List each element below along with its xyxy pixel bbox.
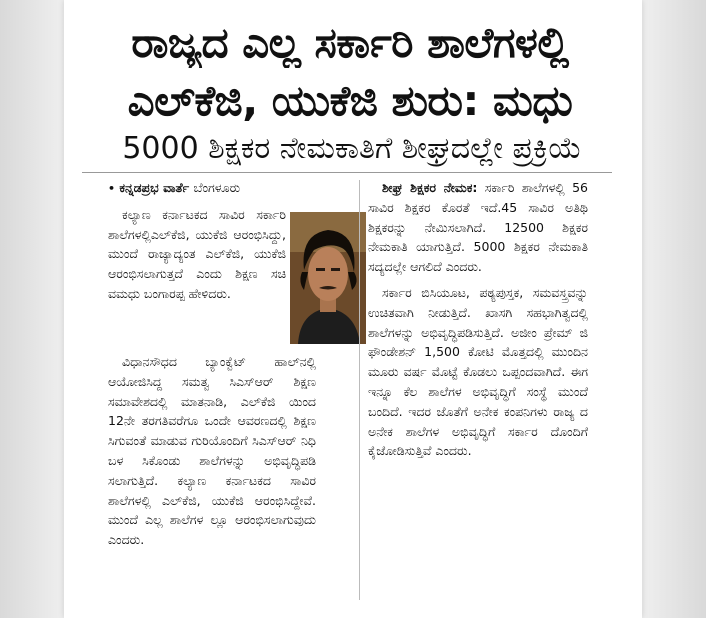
article-paragraph-2: ವಿಧಾನಸೌಧದ ಬ್ಯಾಂಕ್ವೆಟ್ ಹಾಲ್‌ನಲ್ಲಿ ಆಯೋಜಿಸಿದ್ದ ಸಮತ್ವ ಸಿಎಸ್‌ಆರ್ ಶಿಕ್ಷಣ ಸಮಾವೇಶದಲ್ಲಿ ಮಾತನಾಡಿ, ಎಲ್‌ಕೆಜಿ ಯಿಂದ 12ನೇ ತರಗತಿವರೆಗೂ ಒಂದೇ ಆವರಣದಲ್ಲಿ ಶಿಕ್ಷಣ ಸಿಗುವಂತೆ ಮಾಡುವ ಗುರಿಯೊಂದಿಗೆ ಸಿಎಸ್‌ಆರ್ ನಿಧಿ ಬಳ ಸಿಕೊಂಡು ಶಾಲೆಗಳನ್ನು ಅಭಿವೃದ್ಧಿಪಡಿ ಸಲಾಗುತ್ತಿದೆ. ಕಲ್ಯಾಣ ಕರ್ನಾಟಕದ ಸಾವಿರ ಶಾಲೆಗಳಲ್ಲಿ ಎಲ್‌ಕೆಜಿ, ಯುಕೆಜಿ ಆರಂಭಿಸಿದ್ದೇವೆ. ಮುಂದೆ ಎಲ್ಲ ಶಾಲೆಗಳ ಲ್ಲೂ ಆರಂಭಿಸಲಾಗುವುದು ಎಂದರು. — [108, 354, 316, 548]
byline-source: ಕನ್ನಡಪ್ರಭ ವಾರ್ತೆ — [119, 180, 190, 195]
article-paragraph-3-text: ಸರ್ಕಾರಿ ಶಾಲೆಗಳಲ್ಲಿ 56 ಸಾವಿರ ಶಿಕ್ಷಕರ ಕೊರತೆ ಇದೆ.45 ಸಾವಿರ ಅತಿಥಿ ಶಿಕ್ಷಕರನ್ನು ನೇಮಿಸಲಾಗಿದೆ. 12500 ಶಿಕ್ಷಕರ ನೇಮಕಾತಿ ಯಾಗುತ್ತಿದೆ. 5000 ಶಿಕ್ಷಕರ ನೇಮಕಾತಿ ಸದ್ಯದಲ್ಲೇ ಆಗಲಿದೆ ಎಂದರು. — [368, 180, 588, 275]
subhead-kicker: ಶೀಘ್ರ ಶಿಕ್ಷಕರ ನೇಮಕ: — [382, 180, 478, 195]
column-divider — [359, 180, 360, 600]
article-paragraph-4: ಸರ್ಕಾರ ಬಿಸಿಯೂಟ, ಪಠ್ಯಪುಸ್ತಕ, ಸಮವಸ್ತ್ರವನ್ನು ಉಚಿತವಾಗಿ ನೀಡುತ್ತಿದೆ. ಖಾಸಗಿ ಸಹಭಾಗಿತ್ವದಲ್ಲಿ ಶಾಲೆಗಳನ್ನು ಅಭಿವೃದ್ಧಿಪಡಿಸುತ್ತಿದೆ. ಅಜೀಂ ಪ್ರೇಮ್ ಜಿ ಫೌಂಡೇಶನ್ 1,500 ಕೋಟಿ ಮೊತ್ತದಲ್ಲಿ ಮುಂದಿನ ಮೂರು ವರ್ಷ ಮೊಟ್ಟೆ ಕೊಡಲು ಒಪ್ಪಂದವಾಗಿದೆ. ಈಗ ಇನ್ನೂ ಕೆಲ ಶಾಲೆಗಳ ಅಭಿವೃದ್ಧಿಗೆ ಸಂಸ್ಥೆ ಮುಂದೆ ಬಂದಿದೆ. ಇದರ ಜೊತೆಗೆ ಅನೇಕ ಕಂಪನಿಗಳು ರಾಜ್ಯ ದ ಅನೇಕ ಶಾಲೆಗಳ ಅಭಿವೃದ್ಧಿಗೆ ಸರ್ಕಾರ ದೊಂದಿಗೆ ಕೈಜೋಡಿಸುತ್ತಿವೆ ಎಂದರು. — [368, 284, 588, 459]
headline-line-2: ಎಲ್‌ಕೆಜಿ, ಯುಕೆಜಿ ಶುರು: ಮಧು — [127, 76, 573, 125]
article-left-column-top — [108, 178, 316, 304]
headline-divider — [82, 172, 612, 173]
subheadline: 5000 ಶಿಕ್ಷಕರ ನೇಮಕಾತಿಗೆ ಶೀಘ್ರದಲ್ಲೇ ಪ್ರಕ್ರಿಯೆ — [122, 131, 582, 166]
byline — [108, 178, 316, 199]
page-shadow-right — [642, 0, 706, 618]
page-shadow-left — [0, 0, 64, 618]
article-left-column-bottom — [108, 352, 316, 550]
headline-line-1: ರಾಜ್ಯದ ಎಲ್ಲ ಸರ್ಕಾರಿ ಶಾಲೆಗಳಲ್ಲಿ — [131, 18, 569, 67]
byline-bullet: • — [108, 182, 116, 195]
article-paragraph-1: ಕಲ್ಯಾಣ ಕರ್ನಾಟಕದ ಸಾವಿರ ಸರ್ಕಾರಿ ಶಾಲೆಗಳಲ್ಲಿಎಲ್‌ಕೆಜಿ, ಯುಕೆಜಿ ಆರಂಭಿಸಿದ್ದು, ಮುಂದೆ ರಾಜ್ಯಾದ್ಯಂತ ಎಲ್‌ಕೆಜಿ, ಯುಕೆಜಿ ಆರಂಭಿಸಲಾಗುತ್ತದೆ ಎಂದು ಶಿಕ್ಷಣ ಸಚಿ ವಮಧು ಬಂಗಾರಪ್ಪ ಹೇಳಿದರು. — [108, 206, 286, 301]
byline-city: ಬೆಂಗಳೂರು — [193, 180, 241, 195]
article-paragraph-3 — [368, 178, 588, 277]
portrait-illustration — [290, 212, 366, 344]
minister-photo — [290, 212, 366, 344]
article-right-column — [368, 178, 588, 461]
